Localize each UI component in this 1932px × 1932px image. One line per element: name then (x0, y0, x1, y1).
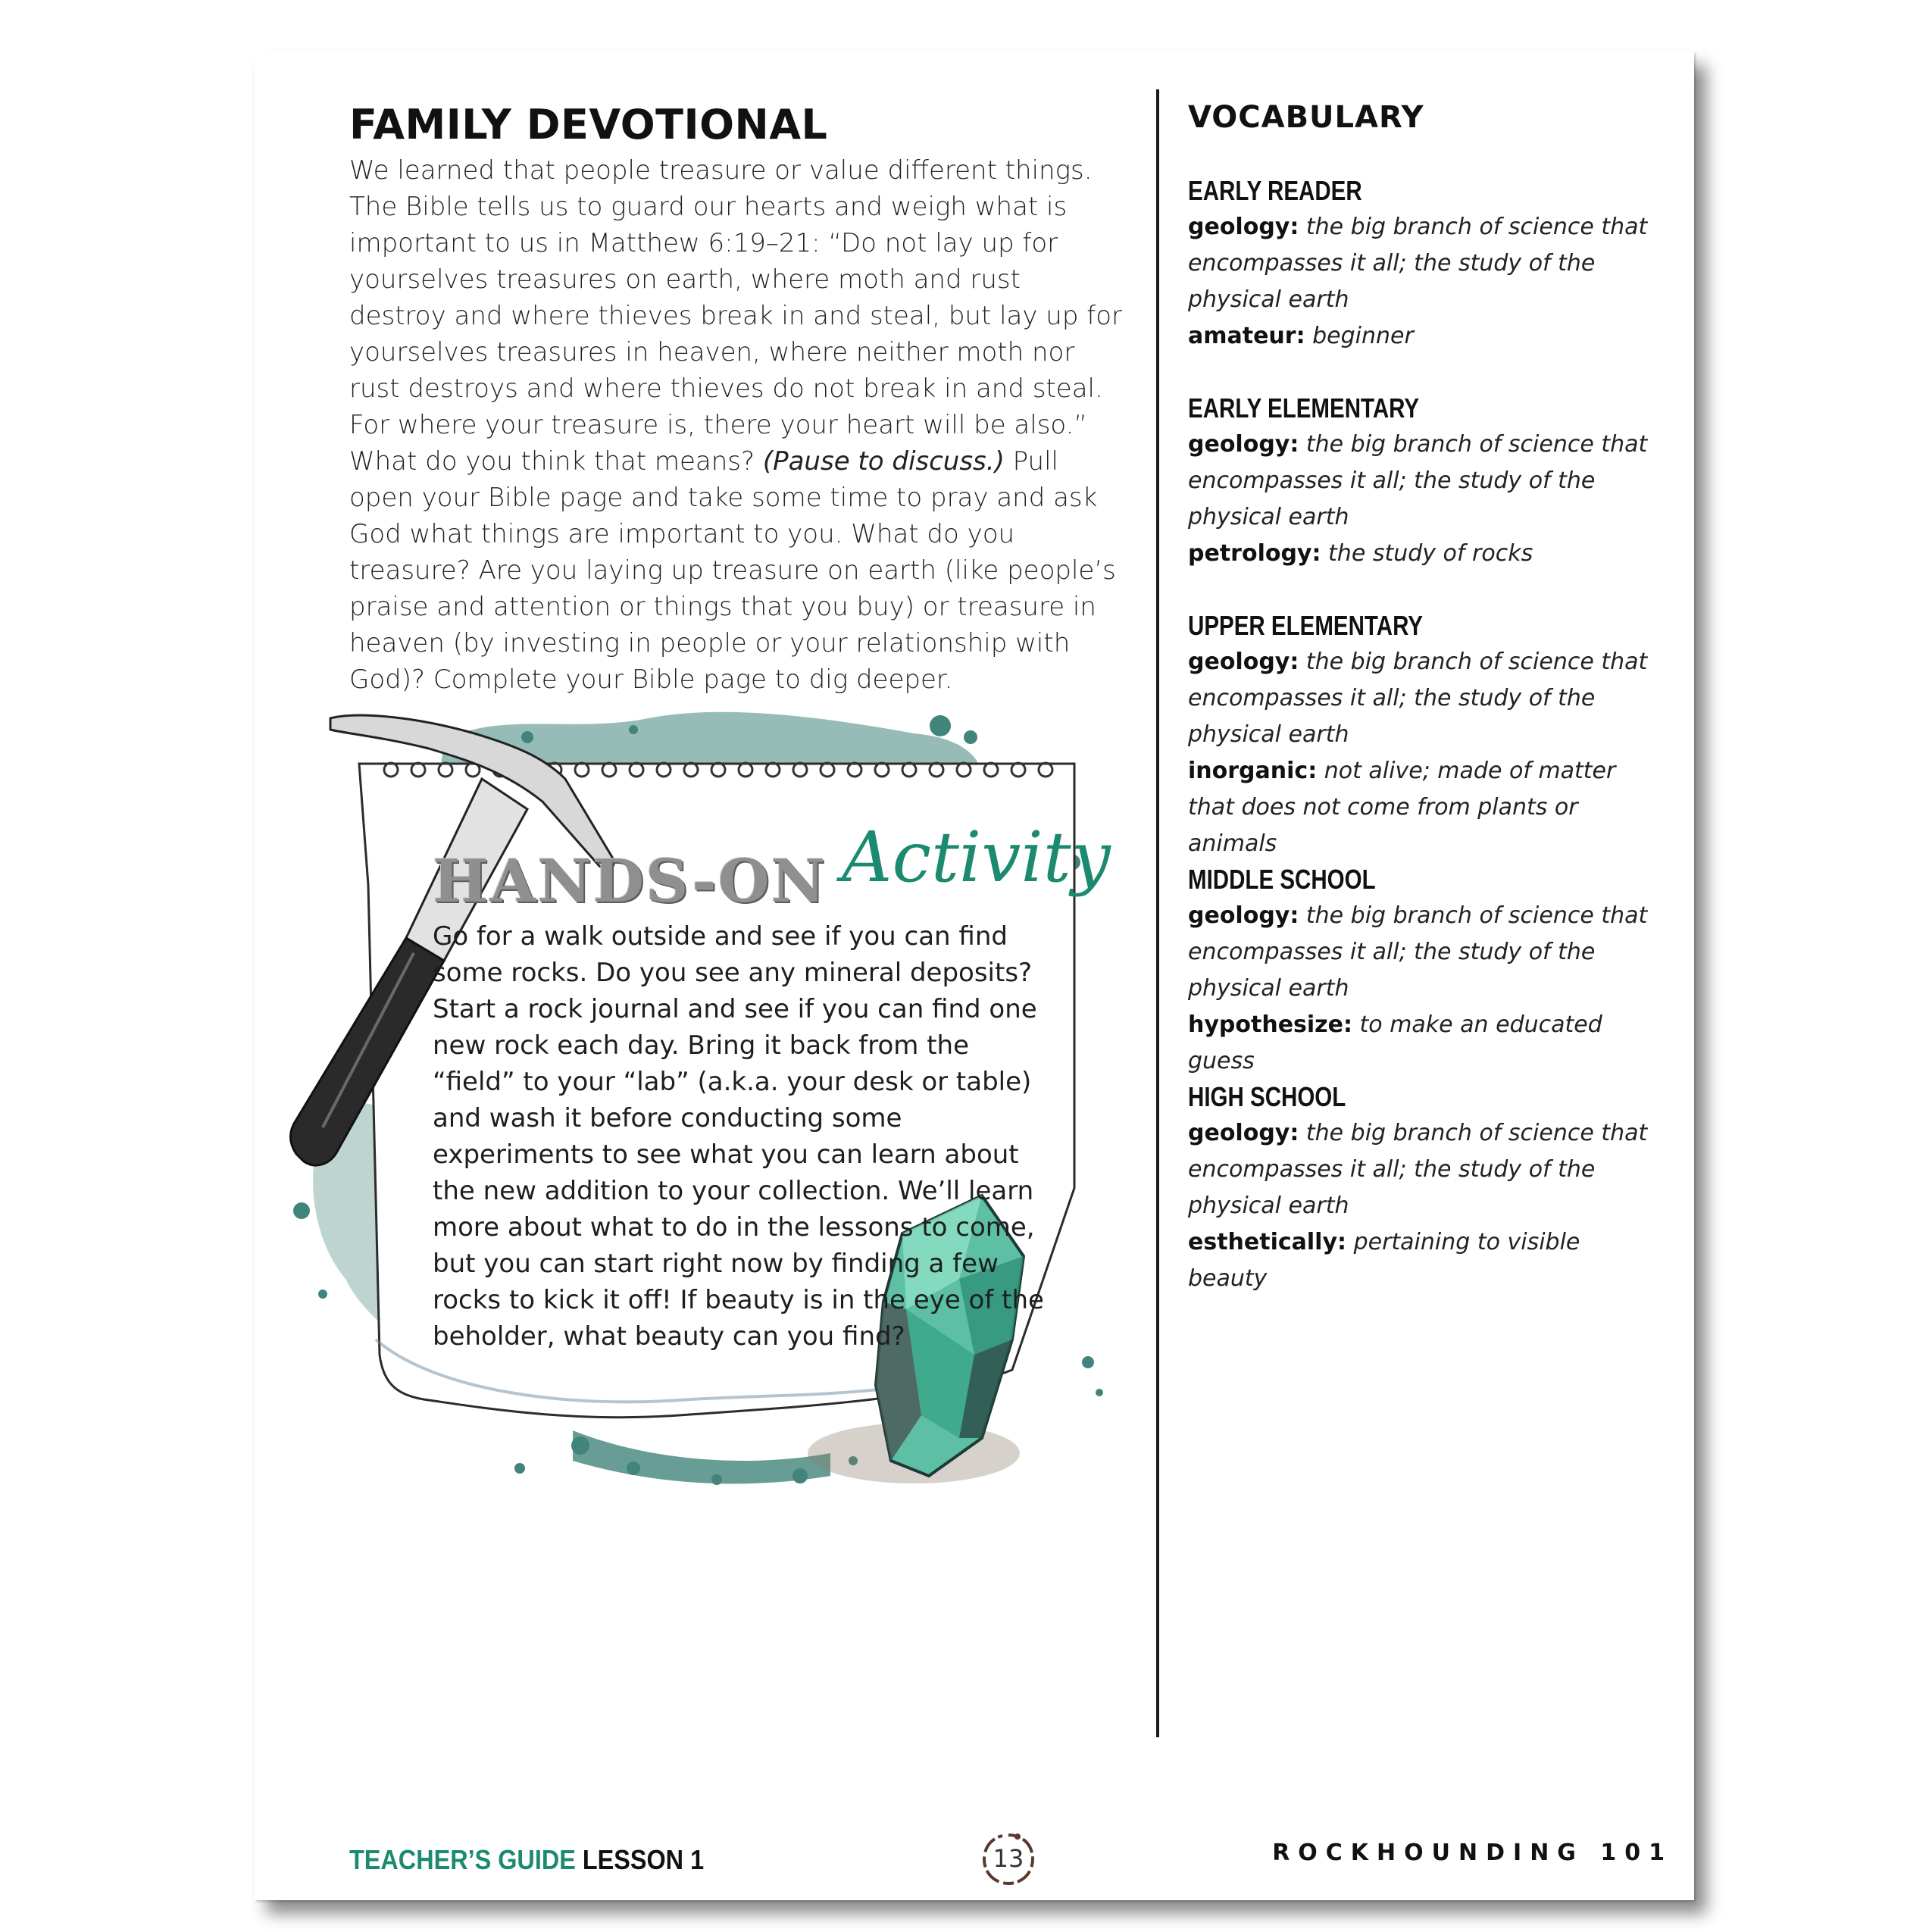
hands-on-activity-box (255, 52, 1156, 1900)
vocab-definition: the big branch of science that encompasses it all; the study of the physical earth (1188, 649, 1648, 748)
vocab-term: amateur: (1188, 323, 1305, 349)
vocab-group-title: MIDDLE SCHOOL (1188, 864, 1376, 895)
vocab-entry (1188, 209, 1650, 318)
vocab-term: hypothesize: (1188, 1011, 1352, 1038)
vocab-entry (1188, 318, 1650, 355)
vocab-term: geology: (1188, 1120, 1299, 1146)
lesson-label: LESSON 1 (582, 1844, 705, 1875)
vocab-term: esthetically: (1188, 1229, 1347, 1255)
vocab-definition: not alive; made of matter that does not come from plants or animals (1188, 758, 1616, 857)
vocab-term: geology: (1188, 431, 1299, 458)
vocab-definition: beginner (1312, 323, 1414, 349)
vocab-definition: pertaining to visible beauty (1188, 1229, 1580, 1292)
vocab-term: geology: (1188, 649, 1299, 675)
vocab-entry (1188, 536, 1650, 572)
vocab-entry (1188, 1115, 1650, 1224)
devotional-text-part-2: Pull open your Bible page and take some time to pray and ask God what things are important to you. What do you treasure? Are you laying up treasure on earth (like people’s praise and attention or things that you buy) or treasure in heaven (by investing in people or your relationship with God)? Complete your Bible page to dig deeper. (349, 446, 1116, 695)
vocab-entry (1188, 753, 1650, 862)
vocab-term: inorganic: (1188, 758, 1318, 784)
vocab-group-title: EARLY READER (1188, 175, 1362, 206)
document-page (255, 52, 1694, 1900)
activity-text: Go for a walk outside and see if you can find some rocks. Do you see any mineral deposits? Start a rock journal and see if you can find one new rock each day. Bring it back from the “field” to your “lab” (a.k.a. your desk or table) and wash it before conducting some experiments to see what you can learn about the new addition to your collection. We’ll learn more about what to do in the lessons to come, but you can start right now by finding a few rocks to kick it off! If beauty is in the eye of the beholder, what beauty can you find? (433, 921, 1044, 1352)
pause-note: (Pause to discuss.) (762, 446, 1005, 477)
vocab-definition: the study of rocks (1328, 540, 1533, 567)
vocab-definition: the big branch of science that encompasses it all; the study of the physical earth (1188, 431, 1648, 530)
teachers-guide-label: TEACHER’S GUIDE (349, 1844, 576, 1875)
vocabulary-title: VOCABULARY (1188, 100, 1424, 135)
vocab-group-high-school (1188, 1079, 1650, 1297)
vocab-group-title: EARLY ELEMENTARY (1188, 392, 1420, 424)
activity-script-title: Activity (842, 817, 1111, 898)
vocab-group-early-elementary (1188, 390, 1650, 572)
vocab-entry (1188, 1224, 1650, 1297)
vocab-definition: the big branch of science that encompasses it all; the study of the physical earth (1188, 1120, 1648, 1219)
devotional-text-part-1: We learned that people treasure or value different things. The Bible tells us to guard our hearts and weigh what is important to us in Matthew 6:19–21: “Do not lay up for yourselves treasures on earth, where moth and rust destroy and where thieves break in and steal, but lay up for yourselves treasures in heaven, where neither moth nor rust destroys and where thieves do not break in and steal. For where your treasure is, there your heart will be also.” What do you think that means? (349, 155, 1122, 477)
vocab-term: petrology: (1188, 540, 1321, 567)
vocab-group-title: UPPER ELEMENTARY (1188, 610, 1423, 641)
hands-on-title: HANDS-ON (433, 847, 827, 916)
vocab-group-middle-school (1188, 861, 1650, 1080)
vocab-entry (1188, 898, 1650, 1007)
page-number (978, 1829, 1039, 1890)
vocab-definition: to make an educated guess (1188, 1011, 1602, 1074)
vocab-term: geology: (1188, 902, 1299, 929)
book-title: ROCKHOUNDING 101 (1272, 1840, 1673, 1866)
vocab-entry (1188, 1007, 1650, 1080)
vocab-group-upper-elementary (1188, 608, 1650, 862)
footer-guide-label (349, 1844, 704, 1876)
vocab-entry (1188, 644, 1650, 753)
column-divider (1156, 89, 1159, 1737)
vocab-group-title: HIGH SCHOOL (1188, 1081, 1346, 1112)
page-number-text: 13 (993, 1844, 1024, 1873)
vocab-definition: the big branch of science that encompasses it all; the study of the physical earth (1188, 902, 1648, 1002)
vocab-entry (1188, 427, 1650, 536)
vocab-term: geology: (1188, 214, 1299, 240)
family-devotional-title: FAMILY DEVOTIONAL (349, 101, 828, 148)
vocab-definition: the big branch of science that encompasses it all; the study of the physical earth (1188, 214, 1648, 313)
vocab-group-early-reader (1188, 173, 1650, 355)
